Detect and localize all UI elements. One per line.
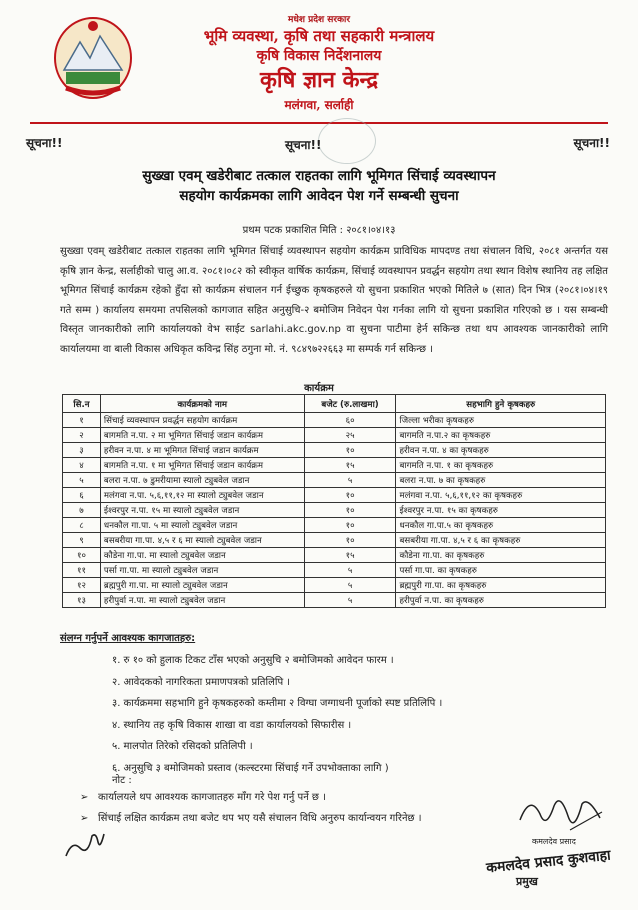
table-row xyxy=(63,593,606,608)
cell-participants: बागमति न.पा. १ का कृषकहरु xyxy=(396,458,606,473)
document-item: ४. स्थानिय तह कृषि विकास शाखा वा वडा कार्यालयको सिफारीस । xyxy=(112,719,352,731)
office-location: मलंगवा, सर्लाही xyxy=(284,98,354,112)
table-row xyxy=(63,563,606,578)
cell-budget: १५ xyxy=(304,548,396,563)
cell-sn: ११ xyxy=(63,563,101,578)
cell-participants: मलंगवा न.पा. ५,६,११,१२ का कृषकहरु xyxy=(396,488,606,503)
notice-label-right: सूचना!! xyxy=(573,136,610,150)
cell-program: धनकौल गा.पा. ५ मा स्यालो ट्युबवेल जडान xyxy=(100,518,304,533)
program-table xyxy=(62,394,606,608)
cell-participants: बलरा न.पा. ७ का कृषकहरु xyxy=(396,473,606,488)
office-name: कृषि ज्ञान केन्द्र xyxy=(259,67,378,93)
published-date: प्रथम पटक प्रकाशित मिति : २०८१।०४।१३ xyxy=(242,225,396,236)
notice-title-line2: सहयोग कार्यक्रमका लागि आवेदन पेश गर्ने सम्बन्धी सुचना xyxy=(179,188,459,204)
signer-name-small: कमलदेव प्रसाद xyxy=(532,837,576,846)
initials-signature xyxy=(62,826,106,862)
document-item: २. आवेदकको नागरिकता प्रमाणपत्रको प्रतिलिपि । xyxy=(112,676,291,688)
cell-participants: जिल्ला भरीका कृषकहरु xyxy=(396,413,606,428)
govt-line: मधेश प्रदेश सरकार xyxy=(287,15,350,25)
document-item: १. रु १० को हुलाक टिकट टाँस भएको अनुसुचि २ बमोजिमको आवेदन फारम । xyxy=(112,655,394,666)
cell-program: मलंगवा न.पा. ५,६,११,१२ मा स्यालो ट्युबवेल जडान xyxy=(100,488,304,503)
header-program: कार्यक्रमको नाम xyxy=(100,395,304,413)
cell-sn: ३ xyxy=(63,443,101,458)
cell-budget: १० xyxy=(304,488,396,503)
note-label: नोट : xyxy=(112,775,132,786)
cell-budget: १० xyxy=(304,533,396,548)
office-stamp xyxy=(318,118,376,164)
document-item: ६. अनुसुचि ३ बमोजिमको प्रस्ताव (कल्स्टरमा सिंचाई गर्ने उपभोक्ताका लागि ) xyxy=(112,762,389,774)
notice-label-left: सूचना!! xyxy=(26,136,63,150)
table-row xyxy=(63,518,606,533)
cell-sn: ९ xyxy=(63,533,101,548)
cell-sn: ४ xyxy=(63,458,101,473)
cell-sn: ६ xyxy=(63,488,101,503)
cell-program: पर्सा गा.पा. मा स्यालो ट्युबवेल जडान xyxy=(100,563,304,578)
cell-program: कौडेना गा.पा. मा स्यालो ट्युबवेल जडान xyxy=(100,548,304,563)
cell-program: बसबरीया गा.पा. ४,५ र ६ मा स्यालो ट्युबवेल जडान xyxy=(100,533,304,548)
note-item: ➢ कार्यालयले थप आवश्यक कागजातहरु माँग गरे पेश गर्नु पर्ने छ । xyxy=(80,787,422,808)
cell-program: बलरा न.पा. ७ डुमरीयामा स्यालो ट्युबवेल जडान xyxy=(100,473,304,488)
cell-budget: ६० xyxy=(304,413,396,428)
cell-budget: ५ xyxy=(304,563,396,578)
signature xyxy=(510,790,610,840)
table-row xyxy=(63,548,606,563)
notice-label-center: सूचना!! xyxy=(285,138,322,152)
cell-participants: धनकौल गा.पा.५ का कृषकहरु xyxy=(396,518,606,533)
cell-budget: १० xyxy=(304,443,396,458)
cell-budget: १० xyxy=(304,518,396,533)
cell-sn: २ xyxy=(63,428,101,443)
ministry-line: भूमि व्यवस्था, कृषि तथा सहकारी मन्त्रालय xyxy=(203,27,435,45)
cell-program: ब्रह्मपुरी गा.पा. मा स्यालो ट्युबवेल जडान xyxy=(100,578,304,593)
cell-program: बागमति न.पा. २ मा भूमिगत सिंचाई जडान कार्यक्रम xyxy=(100,428,304,443)
cell-participants: पर्सा गा.पा. का कृषकहरु xyxy=(396,563,606,578)
table-row xyxy=(63,533,606,548)
cell-participants: हरीवन न.पा. ४ का कृषकहरु xyxy=(396,443,606,458)
cell-sn: ७ xyxy=(63,503,101,518)
signer-name: कमलदेव प्रसाद कुशवाहा xyxy=(485,847,612,877)
table-caption: कार्यक्रम xyxy=(304,383,334,394)
cell-budget: १० xyxy=(304,503,396,518)
cell-program: सिंचाई व्यवस्थापन प्रवर्द्धन सहयोग कार्यक्रम xyxy=(100,413,304,428)
cell-program: बागमति न.पा. १ मा भूमिगत सिंचाई जडान कार्यक्रम xyxy=(100,458,304,473)
table-row xyxy=(63,473,606,488)
cell-participants: ईश्वरपुर न.पा. १५ का कृषकहरु xyxy=(396,503,606,518)
cell-participants: बसबरीया गा.पा. ४,५ र ६ का कृषकहरु xyxy=(396,533,606,548)
header-divider xyxy=(30,122,608,124)
table-header-row xyxy=(63,395,606,413)
notice-title-line1: सुख्खा एवम् खडेरीबाट तत्काल राहतका लागि भूमिगत सिंचाई व्यवस्थापन xyxy=(142,168,496,184)
cell-budget: २५ xyxy=(304,428,396,443)
cell-budget: ५ xyxy=(304,473,396,488)
table-row xyxy=(63,503,606,518)
cell-sn: १२ xyxy=(63,578,101,593)
letterhead xyxy=(0,0,638,120)
signer-role: प्रमुख xyxy=(516,875,538,888)
table-row xyxy=(63,488,606,503)
cell-program: ईश्वरपुर न.पा. १५ मा स्यालो ट्युबवेल जडान xyxy=(100,503,304,518)
cell-budget: ५ xyxy=(304,578,396,593)
table-row xyxy=(63,458,606,473)
table-row xyxy=(63,428,606,443)
arrow-right-icon: ➢ xyxy=(80,813,89,824)
notice-body: सुख्खा एवम् खडेरीबाट तत्काल राहतका लागि भूमिगत सिंचाई व्यवस्थापन सहयोग कार्यक्रम प्राविधिक मापदण्ड तथा संचालन विधि, २०८१ अन्तर्गत यस कृषि ज्ञान केन्द्र, सर्लाहीको चालु आ.व. २०८१।०८२ को स्वीकृत वार्षिक कार्यक्रम, सिंचाई व्यवस्थापन प्रवर्द्धन सहयोग तथा स्थान विशेष स्थानिय तह लक्षित भूमिगत सिंचाई कार्यक्रम रहेको हुँदा सो कार्यक्रम संचालन गर्न ईच्छुक कृषकहरुले यो सुचना प्रकाशित भएको मितिले ७ (सात) दिन भित्र (२०८१।०४।१९ गते सम्म ) कार्यालय समयमा तपसिलको कागजात सहित अनुसुचि-२ बमोजिम निवेदन पेश गर्नका लागि यो सुचना प्रकाशित गरिएको छ । यस सम्बन्धी विस्तृत जानकारीको लागि कार्यालयको वेभ साईट sarlahi.akc.gov.np वा सुचना पाटीमा हेर्न सकिन्छ तथा थप आवश्यक जानकारीको लागि कार्यालयमा वा बाली विकास अधिकृत कविन्द्र सिंह ठगुना मो. नं. ९८४९७२२६६३ मा सम्पर्क गर्न सकिन्छ । xyxy=(60,246,608,355)
cell-sn: १० xyxy=(63,548,101,563)
table-row xyxy=(63,443,606,458)
cell-sn: ५ xyxy=(63,473,101,488)
document-item: ३. कार्यक्रममा सहभागि हुने कृषकहरुको कम्तीमा २ विग्घा जग्गाधनी पूर्जाको स्पष्ट प्रतिलिपि । xyxy=(112,698,443,709)
cell-program: हरीवन न.पा. ४ मा भूमिगत सिंचाई जडान कार्यक्रम xyxy=(100,443,304,458)
cell-participants: ब्रह्मपुरी गा.पा. का कृषकहरु xyxy=(396,578,606,593)
note-list xyxy=(80,787,422,829)
header-participants: सहभागि हुने कृषकहरु xyxy=(396,395,606,413)
table-row xyxy=(63,413,606,428)
header-budget: बजेट (रु.लाखमा) xyxy=(304,395,396,413)
directorate-line: कृषि विकास निर्देशनालय xyxy=(256,48,382,64)
cell-program: हरीपुर्वा न.पा. मा स्यालो ट्युबवेल जडान xyxy=(100,593,304,608)
cell-sn: १ xyxy=(63,413,101,428)
header-sn: सि.न xyxy=(63,395,101,413)
document-item: ५. मालपोत तिरेको रसिदको प्रतिलिपी । xyxy=(112,741,253,752)
note-item: ➢ सिंचाई लक्षित कार्यक्रम तथा बजेट थप भए यसै संचालन विधि अनुरुप कार्यान्वयन गरिनेछ । xyxy=(80,808,422,829)
cell-sn: ८ xyxy=(63,518,101,533)
documents-list xyxy=(112,650,442,779)
arrow-right-icon: ➢ xyxy=(80,792,89,803)
cell-budget: १५ xyxy=(304,458,396,473)
cell-budget: ५ xyxy=(304,593,396,608)
table-row xyxy=(63,578,606,593)
cell-participants: बागमति न.पा.२ का कृषकहरु xyxy=(396,428,606,443)
documents-heading: संलग्न गर्नुपर्ने आवश्यक कागजातहरु: xyxy=(60,633,196,644)
cell-sn: १३ xyxy=(63,593,101,608)
cell-participants: कौडेना गा.पा. का कृषकहरु xyxy=(396,548,606,563)
cell-participants: हरीपुर्वा न.पा. का कृषकहरु xyxy=(396,593,606,608)
